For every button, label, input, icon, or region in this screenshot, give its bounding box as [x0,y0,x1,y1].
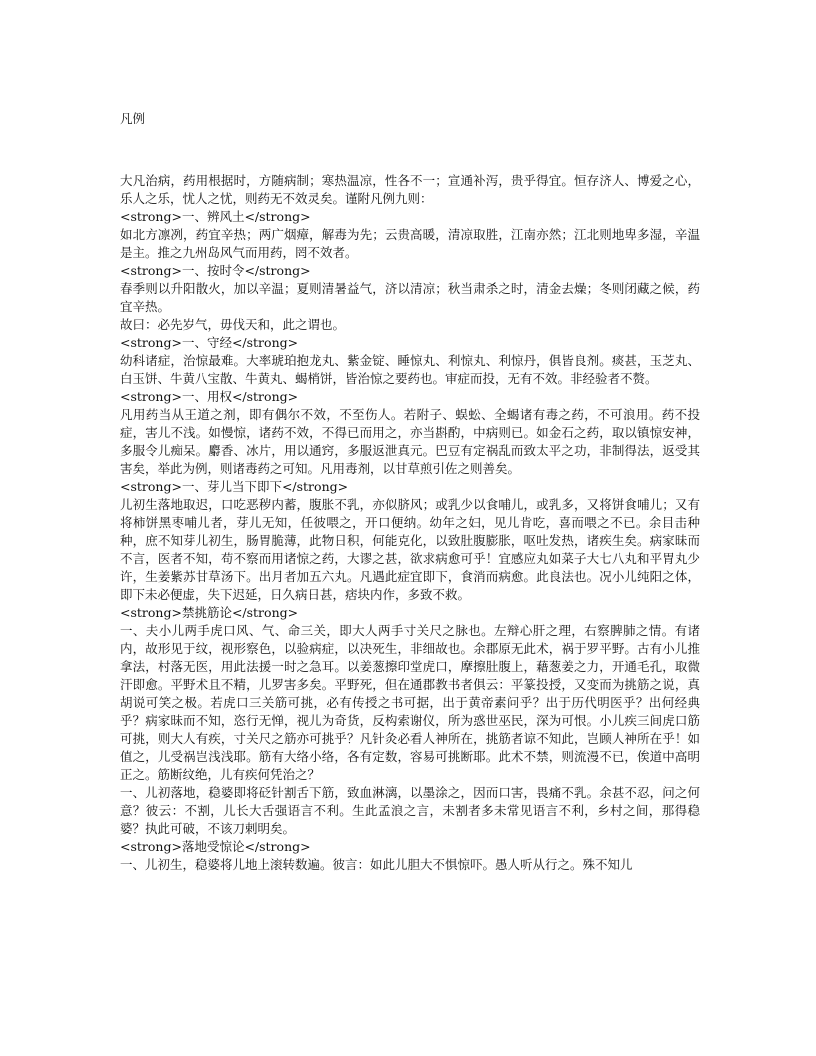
body-paragraph: 一、夫小儿两手虎口风、气、命三关，即大人两手寸关尺之脉也。左辩心肝之理，右察脾肺之情。有诸内，故形见于纹，视形察色，以验病症，以决死生，非细故也。余郡原无此术，祸于罗平野。古有小儿推拿法，村落无医，用此法援一时之急耳。以姜葱擦印堂虎口，摩擦肚腹上，藉葱姜之力，开通毛孔，取微汗即愈。平野术且不精，儿罗害多矣。平野死，但在通郡教书者俱云：平篆投授，又变而为挑筋之说，真胡说可笑之极。若虎口三关筋可挑，必有传授之书可据，出于黄帝素问乎？出于历代明医乎？出何经典乎？病家昧而不知，恣行无惮，视儿为奇货，反构索谢仪，所为惑世巫民，深为可恨。小儿疾三间虎口筋可挑，则大人有疾，寸关尺之筋亦可挑乎？凡针灸必看人神所在，挑筋者谅不知此，岂顾人神所在乎！如值之，儿受祸岂浅浅耶。筋有大络小络，各有定数，容易可挑断耶。此术不禁，则流漫不已，俟道中高明正之。筋断纹绝，儿有疾何凭治之？ [120,623,700,782]
body-paragraph: 春季则以升阳散火，加以辛温；夏则清暑益气，济以清凉；秋当肃杀之时，清金去燥；冬则闭藏之候，药宜辛热。 [120,281,700,314]
body-paragraph: 一、儿初落地，稳婆即将砭针割舌下筋，致血淋漓，以墨涂之，因而口害，畏痛不乳。余甚不忍，问之何意？彼云：不割，儿长大舌强语言不利。生此孟浪之言，未割者多未常见语言不利，乡村之间，那得稳婆？执此可破，不该刀剌明矣。 [120,785,700,836]
body-paragraph: 如北方凛冽，药宜辛热；两广烟瘴，解毒为先；云贵高暖，清凉取胜，江南亦然；江北则地卑多湿，辛温是主。推之九州岛风气而用药，罔不效者。 [120,227,700,260]
section-heading: <strong>一、守经</strong> [120,335,299,350]
body-paragraph: 一、儿初生，稳婆将儿地上滚转数遍。彼言：如此儿胆大不惧惊吓。愚人听从行之。殊不知儿 [120,857,633,872]
document-page [120,110,700,874]
section-heading: <strong>一、用权</strong> [120,389,299,404]
body-paragraph: 凡用药当从王道之剂，即有偶尔不效，不至伤人。若附子、蜈蚣、全蝎诸有毒之药，不可浪用。药不投症，害儿不浅。如慢惊，诸药不效，不得已而用之，亦当斟酌，中病则已。如金石之药，取以镇惊安神，多服令儿痴呆。麝香、冰片，用以通窍，多服返泄真元。巴豆有定祸乱而致太平之功，非制得法，返受其害矣，举此为例，则诸毒药之可知。凡用毒剂，以甘草煎引佐之则善矣。 [120,407,700,476]
document-body [120,172,700,874]
page-title: 凡例 [120,111,146,126]
section-heading: <strong>一、辨风土</strong> [120,209,311,224]
section-heading: <strong>一、芽儿当下即下</strong> [120,479,349,494]
body-paragraph: 幼科诸症，治惊最难。大率琥珀抱龙丸、紫金锭、睡惊丸、利惊丸、利惊丹，俱皆良剂。痰甚，玉芝丸、白玉饼、牛黄八宝散、牛黄丸、蝎梢饼，皆治惊之要药也。审症而投，无有不效。非经验者不赘。 [120,353,700,386]
intro-paragraph: 大凡治病，药用根据时，方随病制；寒热温凉，性各不一；宣通补泻，贵乎得宜。恒存济人、博爱之心，乐人之乐，忧人之忧，则药无不效灵矣。谨附凡例九则： [120,173,700,206]
section-heading: <strong>一、按时令</strong> [120,263,311,278]
section-heading: <strong>落地受惊论</strong> [120,839,311,854]
body-paragraph: 儿初生落地取迟，口吃恶秽内蓄，腹胀不乳，亦似脐风；或乳少以食哺儿，或乳多，又将饼食哺儿；又有将柿饼黑枣哺儿者，芽儿无知，任彼喂之，开口便纳。幼年之妇，见儿肯吃，喜而喂之不已。余目击种种，庶不知芽儿初生，肠胃脆薄，此物日积，何能克化，以致肚腹膨胀，呕吐发热，诸疾生矣。病家昧而不言，医者不知，苟不察而用诸惊之药，大谬之甚，欲求病愈可乎！宜感应丸如菜子大七八丸和平胃丸少许，生姜紫苏甘草汤下。出月者加五六丸。凡遇此症宜即下，食消而病愈。此良法也。况小儿纯阳之体，即下未必便虚，失下迟延，日久病日甚，痞块内作，多致不救。 [120,497,700,602]
body-paragraph: 故曰：必先岁气，毋伐天和，此之谓也。 [120,317,346,332]
section-heading: <strong>禁挑筋论</strong> [120,605,299,620]
